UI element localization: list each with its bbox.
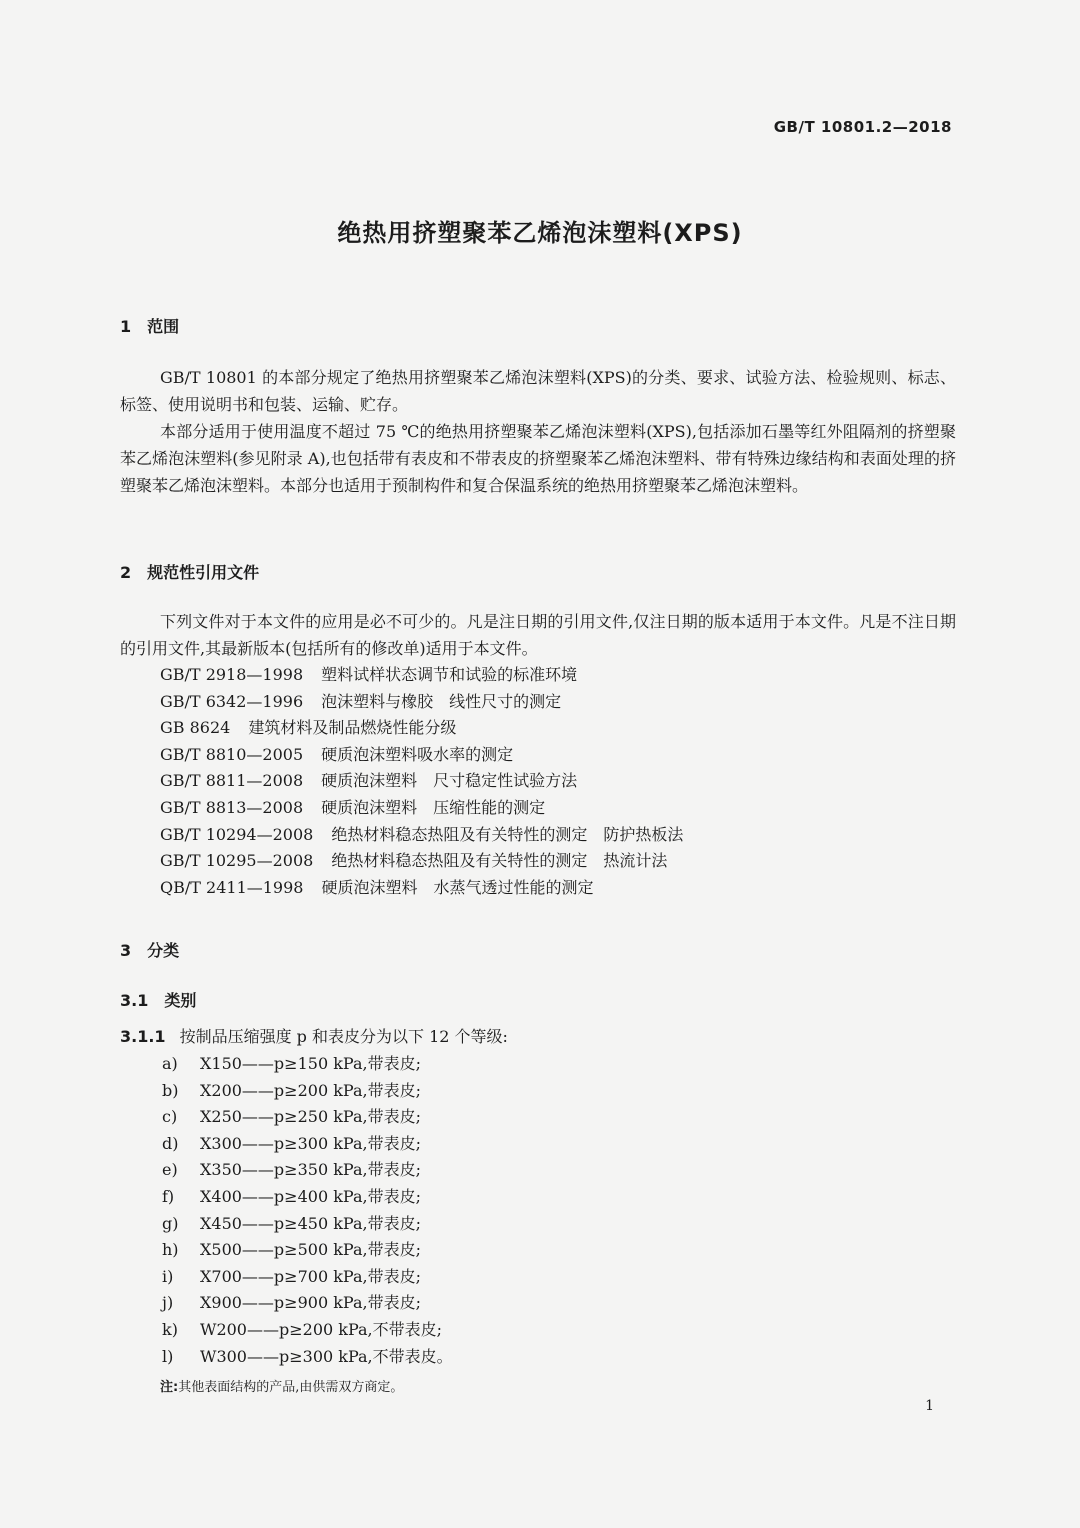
grade-item [162, 1078, 453, 1105]
reference-code: GB/T 6342—1996 [160, 691, 304, 711]
reference-title: 建筑材料及制品燃烧性能分级 [248, 718, 457, 738]
grade-item [162, 1157, 453, 1184]
grade-letter: b) [162, 1080, 179, 1100]
grade-text: X300——p≥300 kPa,带表皮; [200, 1133, 421, 1153]
reference-code: GB/T 10295—2008 [160, 851, 314, 871]
grade-letter: g) [162, 1213, 179, 1233]
grade-text: X450——p≥450 kPa,带表皮; [200, 1213, 421, 1233]
standard-code: GB/T 10801.2—2018 [773, 118, 952, 136]
reference-title: 硬质泡沫塑料 尺寸稳定性试验方法 [321, 771, 578, 791]
reference-code: GB/T 8810—2005 [160, 744, 304, 764]
reference-item [160, 795, 683, 822]
scope-paragraph-2: 本部分适用于使用温度不超过 75 ℃的绝热用挤塑聚苯乙烯泡沫塑料(XPS),包括添加石墨等红外阻隔剂的挤塑聚苯乙烯泡沫塑料(参见附录 A),也包括带有表皮和不带表皮的挤塑聚苯乙烯泡沫塑料、带有特殊边缘结构和表面处理的挤塑聚苯乙烯泡沫塑料。本部分也适用于预制构件和复合保温系统的绝热用挤塑聚苯乙烯泡沫塑料。 [120, 422, 956, 495]
section-1-heading [120, 314, 179, 337]
reference-item [160, 768, 683, 795]
note-text: 其他表面结构的产品,由供需双方商定。 [178, 1380, 404, 1395]
grade-text: X250——p≥250 kPa,带表皮; [200, 1107, 421, 1127]
document-title: 绝热用挤塑聚苯乙烯泡沫塑料(XPS) [337, 219, 743, 247]
reference-code: GB/T 8811—2008 [160, 771, 304, 791]
reference-title: 绝热材料稳态热阻及有关特性的测定 热流计法 [331, 851, 668, 871]
grade-item [162, 1264, 453, 1291]
grade-text: W200——p≥200 kPa,不带表皮; [200, 1319, 443, 1339]
reference-title: 硬质泡沫塑料 压缩性能的测定 [321, 797, 546, 817]
reference-title: 硬质泡沫塑料 水蒸气透过性能的测定 [321, 877, 594, 897]
reference-code: GB/T 8813—2008 [160, 797, 304, 817]
grade-item [162, 1051, 453, 1078]
reference-item [160, 662, 683, 689]
note [160, 1376, 403, 1395]
grade-text: X400——p≥400 kPa,带表皮; [200, 1186, 421, 1206]
clause-number: 3.1.1 [120, 1027, 166, 1046]
grade-item [162, 1344, 453, 1371]
references-intro: 下列文件对于本文件的应用是必不可少的。凡是注日期的引用文件,仅注日期的版本适用于本文件。凡是不注日期的引用文件,其最新版本(包括所有的修改单)适用于本文件。 [120, 612, 956, 658]
reference-title: 塑料试样状态调节和试验的标准环境 [321, 665, 578, 684]
reference-code: GB/T 2918—1998 [160, 665, 304, 684]
grade-list [162, 1051, 453, 1370]
grade-letter: k) [162, 1319, 178, 1339]
grade-text: X900——p≥900 kPa,带表皮; [200, 1293, 421, 1313]
grade-text: X500——p≥500 kPa,带表皮; [200, 1240, 421, 1260]
grade-text: X700——p≥700 kPa,带表皮; [200, 1266, 421, 1286]
reference-item [160, 715, 683, 742]
clause-text: 按制品压缩强度 p 和表皮分为以下 12 个等级: [179, 1027, 508, 1046]
reference-item [160, 689, 683, 716]
reference-item [160, 848, 683, 875]
grade-letter: j) [162, 1293, 174, 1313]
grade-item [162, 1317, 453, 1344]
grade-letter: f) [162, 1186, 175, 1206]
section-number: 2 [120, 563, 132, 582]
reference-item [160, 742, 683, 769]
reference-code: GB 8624 [160, 718, 231, 738]
grade-letter: e) [162, 1160, 178, 1180]
clause-3-1-1 [120, 1024, 508, 1047]
reference-title: 硬质泡沫塑料吸水率的测定 [321, 744, 514, 764]
grade-letter: h) [162, 1240, 179, 1260]
reference-title: 泡沫塑料与橡胶 线性尺寸的测定 [321, 691, 562, 711]
page-number: 1 [925, 1398, 934, 1414]
grade-text: W300——p≥300 kPa,不带表皮。 [200, 1346, 453, 1366]
section-number: 3 [120, 941, 132, 960]
grade-item [162, 1211, 453, 1238]
reference-item [160, 875, 683, 902]
grade-item [162, 1131, 453, 1158]
grade-letter: a) [162, 1054, 178, 1073]
reference-title: 绝热材料稳态热阻及有关特性的测定 防护热板法 [331, 824, 684, 844]
grade-text: X350——p≥350 kPa,带表皮; [200, 1160, 421, 1180]
section-number: 1 [120, 317, 132, 336]
grade-letter: i) [162, 1266, 174, 1286]
grade-letter: l) [162, 1346, 174, 1366]
grade-letter: c) [162, 1107, 178, 1127]
grade-text: X200——p≥200 kPa,带表皮; [200, 1080, 421, 1100]
section-title: 范围 [147, 317, 180, 336]
subsection-3-1-heading [120, 988, 196, 1011]
grade-text: X150——p≥150 kPa,带表皮; [200, 1054, 421, 1073]
grade-item [162, 1104, 453, 1131]
section-title: 分类 [147, 941, 180, 960]
scope-paragraph-1: GB/T 10801 的本部分规定了绝热用挤塑聚苯乙烯泡沫塑料(XPS)的分类、要求、试验方法、检验规则、标志、标签、使用说明书和包装、运输、贮存。 [120, 368, 956, 414]
section-3-heading [120, 938, 179, 961]
reference-code: GB/T 10294—2008 [160, 824, 314, 844]
section-title: 规范性引用文件 [147, 563, 260, 582]
grade-item [162, 1184, 453, 1211]
grade-item [162, 1237, 453, 1264]
grade-letter: d) [162, 1133, 179, 1153]
grade-item [162, 1290, 453, 1317]
note-label: 注: [160, 1380, 179, 1395]
reference-code: QB/T 2411—1998 [160, 877, 304, 897]
subsection-title: 类别 [164, 991, 197, 1010]
reference-list [160, 662, 683, 901]
reference-item [160, 822, 683, 849]
subsection-number: 3.1 [120, 991, 149, 1010]
section-2-heading [120, 560, 259, 583]
